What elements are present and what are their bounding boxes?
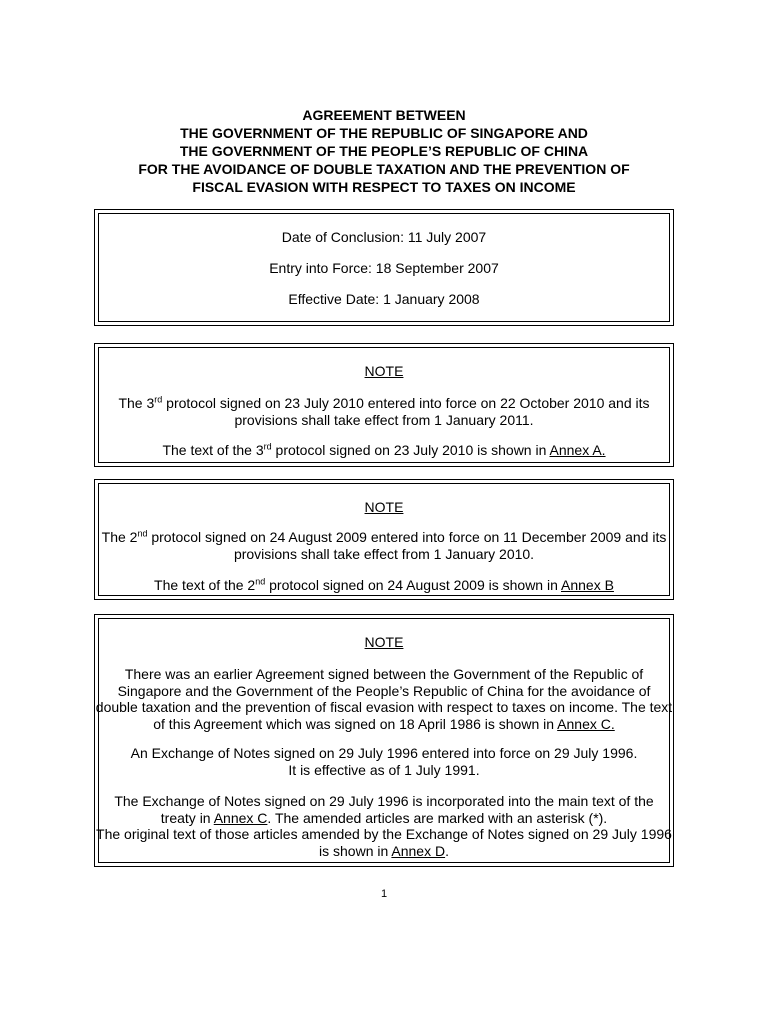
note-heading: NOTE <box>364 634 404 650</box>
page-number: 1 <box>380 888 388 900</box>
title-line-3: THE GOVERNMENT OF THE PEOPLE’S REPUBLIC OF CHINA <box>179 143 589 159</box>
note3-paragraph-1: There was an earlier Agreement signed between the Government of the Republic of Singapore and the Government of the People’s Republic of China for the avoidance of double taxation and the prevention of fiscal evasion with respect to taxes on income. The text of this Agreement which was signed on 18 April 1986 is shown in Annex C. <box>95 666 673 732</box>
date-of-conclusion: Date of Conclusion: 11 July 2007 <box>281 229 487 245</box>
note1-paragraph-2: The text of the 3rd protocol signed on 23 July 2010 is shown in Annex A. <box>162 441 606 458</box>
title-line-2: THE GOVERNMENT OF THE REPUBLIC OF SINGAPORE AND <box>180 125 588 141</box>
note3-paragraph-2: An Exchange of Notes signed on 29 July 1996 entered into force on 29 July 1996. It is effective as of 1 July 1991. <box>130 745 638 778</box>
note-box-third-protocol <box>94 343 674 467</box>
note2-paragraph-1: The 2nd protocol signed on 24 August 2009 entered into force on 11 December 2009 and its provisions shall take effect from 1 January 2010. <box>101 528 667 562</box>
effective-date: Effective Date: 1 January 2008 <box>288 291 480 307</box>
annex-b-link[interactable]: Annex B <box>561 577 614 593</box>
note-box-second-protocol <box>94 479 674 600</box>
annex-c-link[interactable]: Annex C. <box>557 715 615 732</box>
dates-box <box>94 209 674 326</box>
note-heading: NOTE <box>364 499 404 515</box>
note-heading: NOTE <box>364 363 404 379</box>
title-line-1: AGREEMENT BETWEEN <box>302 107 466 123</box>
annex-a-link[interactable]: Annex A. <box>549 442 606 458</box>
annex-d-link[interactable]: Annex D <box>391 842 446 859</box>
note-box-earlier-agreement <box>94 614 674 867</box>
title-line-4: FOR THE AVOIDANCE OF DOUBLE TAXATION AND THE PREVENTION OF <box>138 161 630 177</box>
entry-into-force: Entry into Force: 18 September 2007 <box>269 260 499 276</box>
title-line-5: FISCAL EVASION WITH RESPECT TO TAXES ON INCOME <box>192 179 576 195</box>
note1-paragraph-1: The 3rd protocol signed on 23 July 2010 entered into force on 22 October 2010 and its provisions shall take effect from 1 January 2011. <box>118 394 650 428</box>
note2-paragraph-2: The text of the 2nd protocol signed on 24 August 2009 is shown in Annex B <box>154 576 614 593</box>
document-title <box>60 106 708 196</box>
note3-paragraph-3: The Exchange of Notes signed on 29 July 1996 is incorporated into the main text of the treaty in Annex C. The amended articles are marked with an asterisk (*). The original text of those articles amended by the Exchange of Notes signed on 29 July 1996 is shown in Annex D. <box>96 793 672 859</box>
annex-c-link[interactable]: Annex C <box>213 809 268 826</box>
